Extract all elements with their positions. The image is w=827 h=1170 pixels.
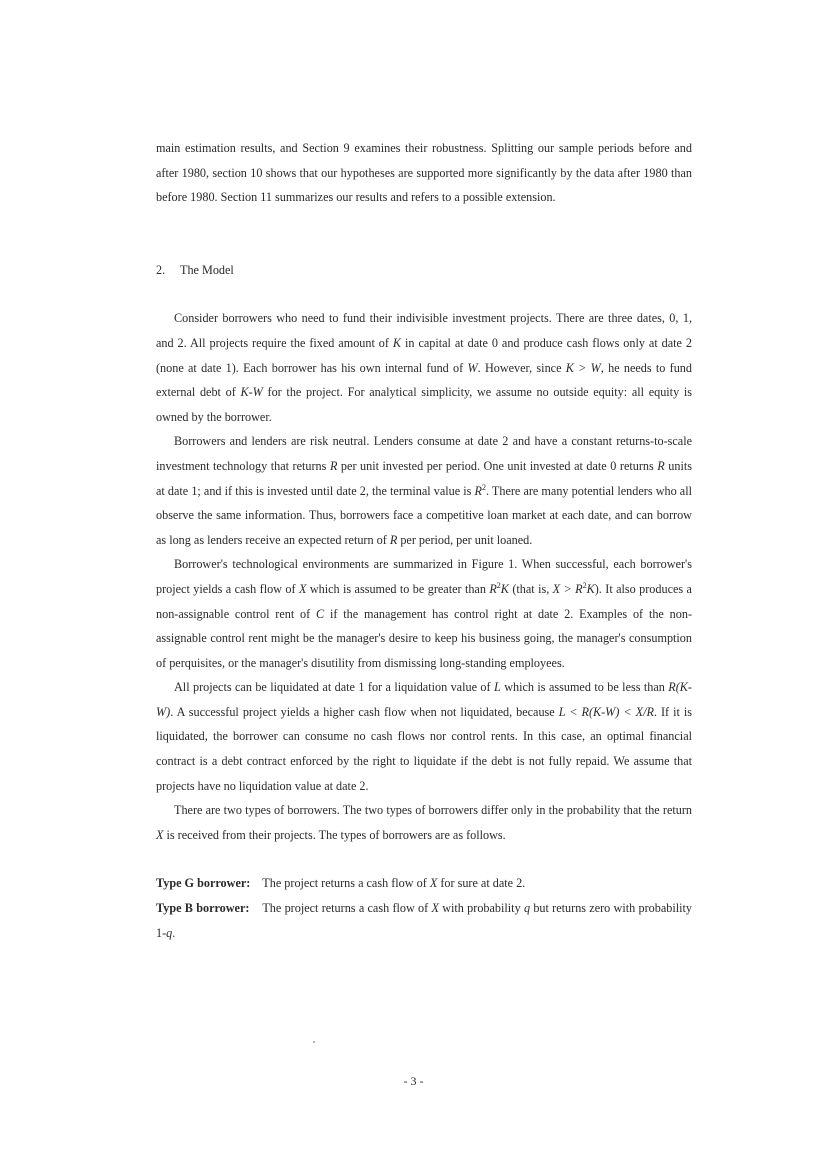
- page-body: [156, 136, 692, 945]
- paragraph-3: Borrower's technological environments are summarized in Figure 1. When successful, each borrower's project yields a cash flow of X which is assumed to be greater than $R^2K$ (that is, $X > R^2K$). It also produces a non-assignable control rent of C if the management has control right at date 2. Examples of the non-assignable control rent might be the manager's desire to keep his business going, the manager's consumption of perquisites, or the manager's disutility from dismissing long-standing employees.: [156, 557, 693, 670]
- type-b-label: Type B borrower:: [156, 901, 250, 916]
- page-number: - 3 -: [403, 1074, 424, 1088]
- type-g-definition: Type G borrower: The project returns a cash flow of X for sure at date 2.: [156, 876, 526, 891]
- type-b-definition: Type B borrower: The project returns a cash flow of X with probability q but returns zero with probability 1-q.: [156, 901, 692, 940]
- paragraph-4: All projects can be liquidated at date 1 for a liquidation value of L which is assumed to be less than R(K-W). A successful project yields a higher cash flow when not liquidated, because L < R(K-W) < X/R. If it is liquidated, the borrower can consume no cash flows nor control rents. In this case, an optimal financial contract is a debt contract enforced by the right to liquidate if the debt is not fully repaid. We assume that projects have no liquidation value at date 2.: [156, 680, 693, 793]
- section-heading: [156, 258, 692, 283]
- section-title: The Model: [180, 262, 234, 277]
- scan-speck: [313, 1041, 315, 1043]
- type-g-label: Type G borrower:: [156, 876, 251, 891]
- section-number: 2.: [156, 262, 166, 277]
- intro-paragraph: main estimation results, and Section 9 examines their robustness. Splitting our sample periods before and after 1980, section 10 shows that our hypotheses are supported more significantly by the data after 1980 than before 1980. Section 11 summarizes our results and refers to a possible extension.: [156, 141, 692, 205]
- paragraph-2: Borrowers and lenders are risk neutral. Lenders consume at date 2 and have a constant returns-to-scale investment technology that returns R per unit invested per period. One unit invested at date 0 returns R units at date 1; and if this is invested until date 2, the terminal value is $R^2$. There are many potential lenders who all observe the same information. Thus, borrowers face a competitive loan market at each date, and can borrow as long as lenders receive an expected return of R per period, per unit loaned.: [156, 434, 692, 547]
- paragraph-5: There are two types of borrowers. The two types of borrowers differ only in the probability that the return X is received from their projects. The types of borrowers are as follows.: [156, 803, 692, 842]
- paragraph-1: Consider borrowers who need to fund their indivisible investment projects. There are three dates, 0, 1, and 2. All projects require the fixed amount of K in capital at date 0 and produce cash flows only at date 2 (none at date 1). Each borrower has his own internal fund of W. However, since K > W, he needs to fund external debt of K-W for the project. For analytical simplicity, we assume no outside equity: all equity is owned by the borrower.: [156, 311, 692, 424]
